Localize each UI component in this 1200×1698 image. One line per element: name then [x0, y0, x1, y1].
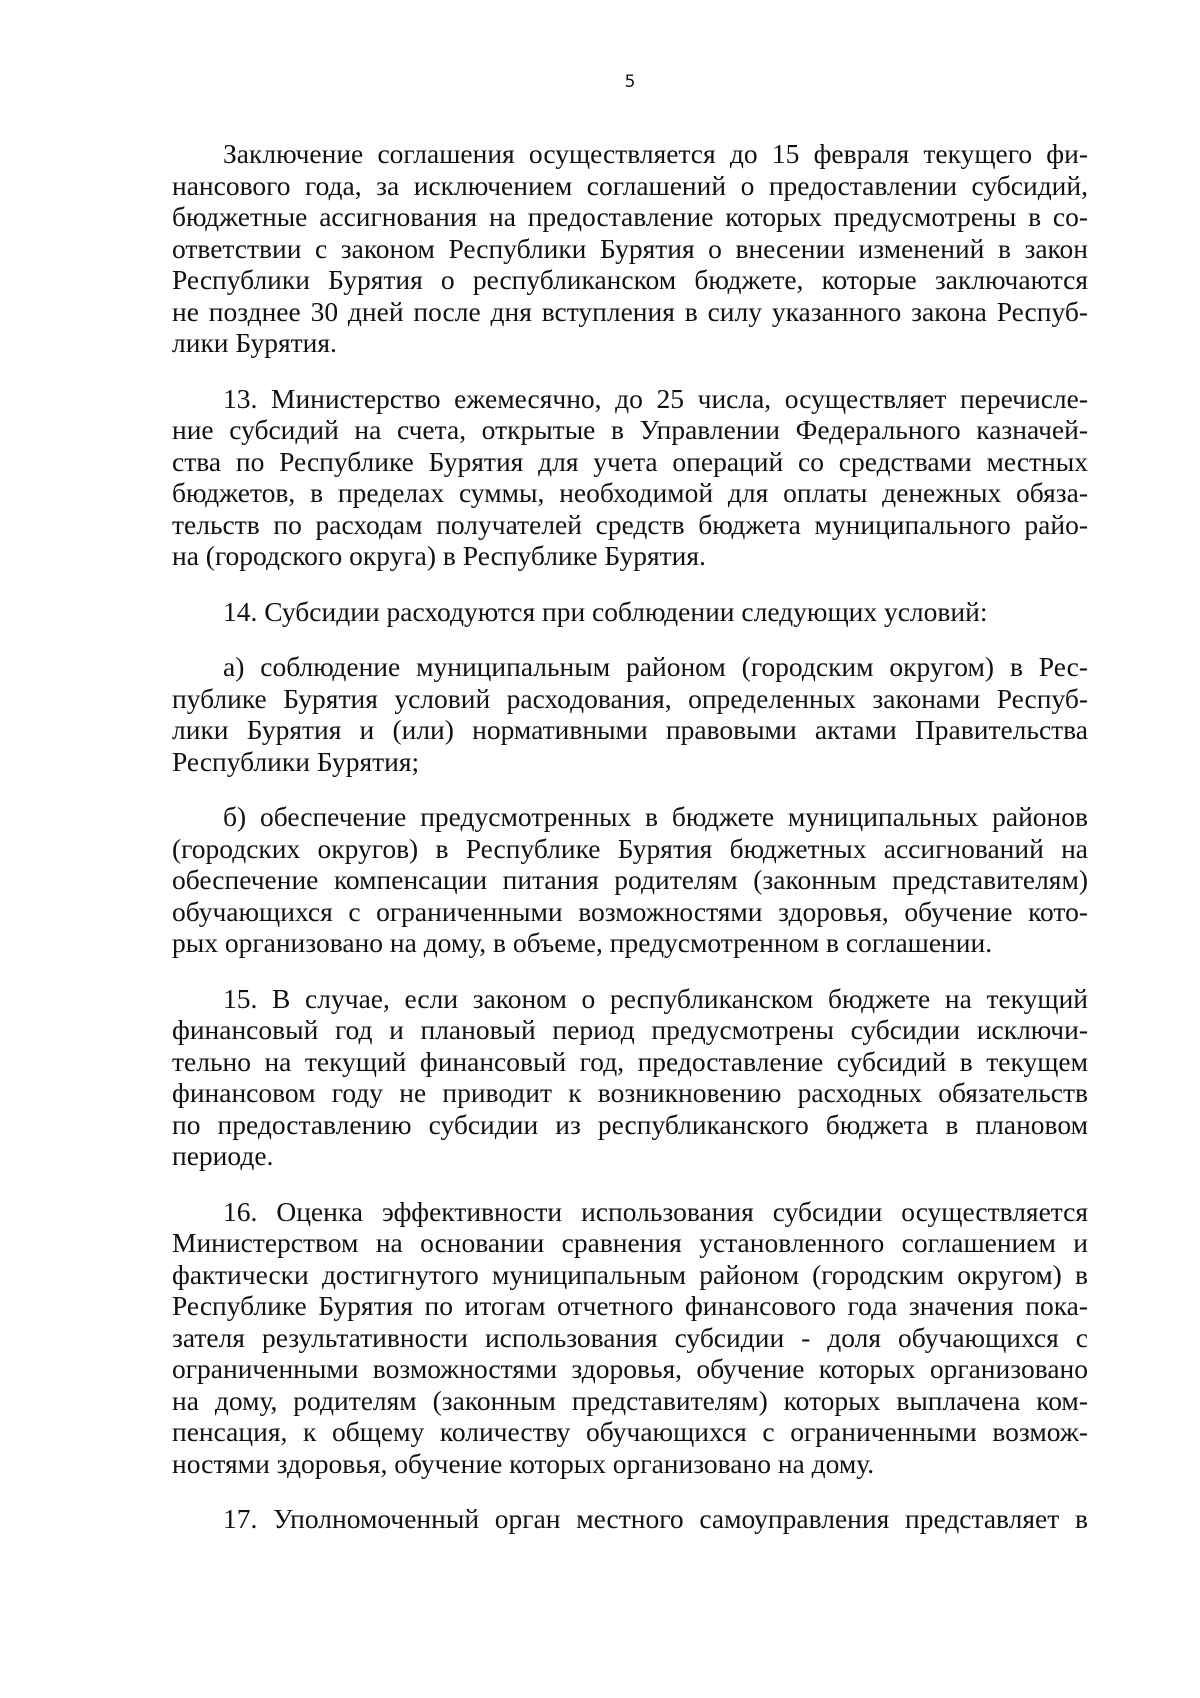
- text-line: бюджетные ассигнования на предоставление которых предусмотрены в со-: [172, 201, 1088, 232]
- text-line: (городских округов) в Республике Бурятия бюджетных ассигнований на: [172, 832, 1088, 864]
- text-line: обеспечение компенсации питания родителям (законным представителям): [172, 864, 1088, 895]
- text-line: пенсация, к общему количеству обучающихся с ограниченными возмож-: [172, 1416, 1088, 1447]
- text-line: 16. Оценка эффективности использования субсидии осуществляется: [223, 1195, 1088, 1227]
- text-line: Республике Бурятия по итогам отчетного финансового года значения пока-: [172, 1290, 1088, 1321]
- text-line: тельств по расходам получателей средств бюджета муниципального райо-: [172, 508, 1088, 540]
- text-line: 15. В случае, если законом о республиканском бюджете на текущий: [223, 982, 1088, 1014]
- text-line: 13. Министерство ежемесячно, до 25 числа, осуществляет перечисле-: [223, 382, 1088, 414]
- paragraph-p-agreement: [172, 138, 1088, 359]
- text-line: бюджетов, в пределах суммы, необходимой для оплаты денежных обяза-: [172, 477, 1088, 508]
- text-line: ние субсидий на счета, открытые в Управлении Федерального казначей-: [172, 414, 1088, 445]
- text-line: на (городского округа) в Республике Бурятия.: [172, 540, 706, 571]
- paragraph-p-13: [172, 383, 1088, 572]
- text-line: ства по Республике Бурятия для учета операций со средствами местных: [172, 445, 1088, 477]
- text-line: Заключение соглашения осуществляется до 15 февраля текущего фи-: [223, 138, 1088, 169]
- text-line: ностями здоровья, обучение которых организовано на дому.: [172, 1447, 875, 1479]
- paragraph-p-16: [172, 1196, 1088, 1480]
- text-line: 17. Уполномоченный орган местного самоуправления представляет в: [223, 1503, 1088, 1534]
- paragraph-p-14a: [172, 651, 1088, 777]
- text-line: финансовом году не приводит к возникновению расходных обязательств: [172, 1077, 1088, 1108]
- text-line: лики Бурятия.: [172, 327, 337, 358]
- paragraph-p-14b: [172, 801, 1088, 959]
- text-line: 14. Субсидии расходуются при соблюдении следующих условий:: [223, 595, 988, 627]
- text-line: финансовый год и плановый период предусмотрены субсидии исключи-: [172, 1014, 1088, 1045]
- page-number: 5: [624, 72, 636, 92]
- text-line: публике Бурятия условий расходования, определенных законами Респуб-: [172, 682, 1088, 714]
- text-line: периоде.: [172, 1140, 274, 1171]
- text-line: зателя результативности использования субсидии - доля обучающихся с: [172, 1321, 1088, 1353]
- text-line: Министерством на основании сравнения установленного соглашением и: [172, 1227, 1088, 1258]
- text-line: лики Бурятия и (или) нормативными правовыми актами Правительства: [172, 714, 1088, 745]
- text-line: не позднее 30 дней после дня вступления в силу указанного закона Респуб-: [172, 295, 1088, 327]
- paragraph-p-14: [172, 596, 1088, 628]
- paragraph-p-15: [172, 983, 1088, 1172]
- text-line: на дому, родителям (законным представителям) которых выплачена ком-: [172, 1384, 1088, 1416]
- text-line: по предоставлению субсидии из республиканского бюджета в плановом: [172, 1108, 1088, 1140]
- text-line: тельно на текущий финансовый год, предоставление субсидий в текущем: [172, 1045, 1088, 1077]
- text-line: фактически достигнутого муниципальным районом (городским округом) в: [172, 1258, 1088, 1290]
- text-line: ответствии с законом Республики Бурятия о внесении изменений в закон: [172, 232, 1088, 264]
- paragraph-p-17: [172, 1503, 1088, 1535]
- document-body: [172, 138, 1088, 1559]
- text-line: б) обеспечение предусмотренных в бюджете муниципальных районов: [223, 801, 1088, 832]
- text-line: ограниченными возможностями здоровья, обучение которых организовано: [172, 1353, 1088, 1384]
- text-line: а) соблюдение муниципальным районом (городским округом) в Рес-: [223, 651, 1088, 682]
- text-line: рых организовано на дому, в объеме, предусмотренном в соглашении.: [172, 927, 993, 958]
- text-line: Республики Бурятия;: [172, 745, 420, 777]
- text-line: нансового года, за исключением соглашений о предоставлении субсидий,: [172, 169, 1088, 201]
- text-line: обучающихся с ограниченными возможностями здоровья, обучение кото-: [172, 895, 1088, 927]
- text-line: Республики Бурятия о республиканском бюджете, которые заключаются: [172, 264, 1088, 295]
